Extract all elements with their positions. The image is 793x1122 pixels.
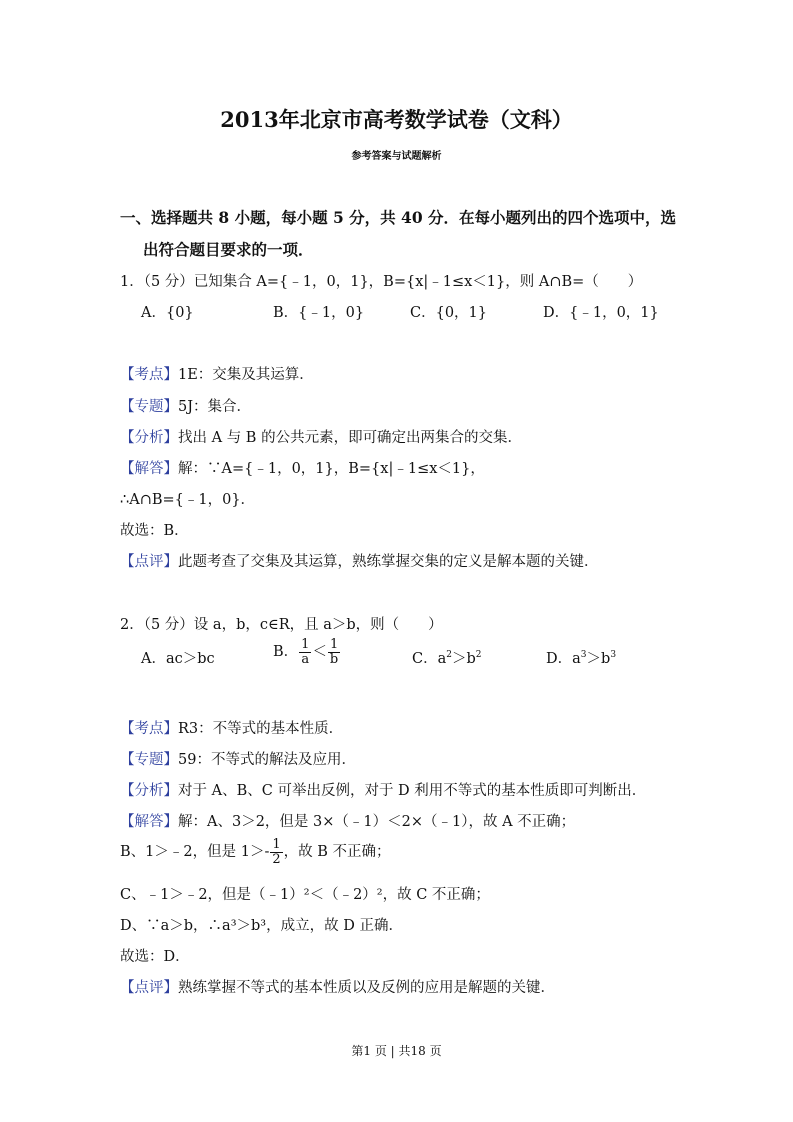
page-footer: 第1 页 | 共18 页	[351, 1044, 442, 1058]
jieda-tag: 【解答】	[120, 814, 178, 830]
q2-stem: 2．（5 分）设 a，b，c∈R，且 a＞b，则（ ）	[120, 617, 443, 633]
q1-kaodian: 【考点】1E：交集及其运算．	[120, 367, 314, 383]
kaodian-tag: 【考点】	[120, 367, 178, 383]
q2-kaodian: 【考点】R3：不等式的基本性质．	[120, 721, 344, 737]
q1-option-b: B．{﹣1，0}	[273, 305, 365, 321]
q2-answer: 故选：D．	[120, 949, 190, 965]
q2-zhuanti: 【专题】59：不等式的解法及应用．	[120, 752, 356, 768]
fraction-1-over-a: $\frac{1}{a}$	[301, 637, 310, 667]
jieda-tag: 【解答】	[120, 461, 178, 477]
q1-option-d: D．{﹣1，0，1}	[543, 305, 659, 321]
q2-fenxi: 【分析】对于 A、B、C 可举出反例，对于 D 利用不等式的基本性质即可判断出．	[120, 783, 647, 799]
zhuanti-tag: 【专题】	[120, 399, 178, 415]
q2-option-c: C．$a^2>b^2$	[412, 650, 482, 667]
q1-fenxi: 【分析】找出 A 与 B 的公共元素，即可确定出两集合的交集．	[120, 430, 523, 446]
q1-dianping: 【点评】此题考查了交集及其运算，熟练掌握交集的定义是解本题的关键．	[120, 554, 599, 570]
fraction-1-over-2: $\frac{1}{2}$	[272, 837, 281, 867]
doc-title: 2013年北京市高考数学试卷（文科）	[220, 107, 573, 132]
q2-solution-line-c: C、﹣1＞﹣2，但是（﹣1）²＜（﹣2）²，故 C 不正确；	[120, 887, 490, 903]
dianping-tag: 【点评】	[120, 554, 178, 570]
q2-dianping: 【点评】熟练掌握不等式的基本性质以及反例的应用是解题的关键．	[120, 980, 555, 996]
fenxi-tag: 【分析】	[120, 430, 178, 446]
q1-zhuanti: 【专题】5J：集合．	[120, 399, 252, 415]
q2-jieda: 【解答】解：A、3＞2，但是 3×（﹣1）＜2×（﹣1），故 A 不正确；	[120, 814, 576, 830]
q1-solution-line2: ∴A∩B={﹣1，0}．	[120, 492, 256, 508]
q2-solution-line-d: D、∵a＞b，∴a³＞b³，成立，故 D 正确．	[120, 918, 403, 934]
q2-option-a: A．ac＞bc	[141, 651, 215, 667]
fenxi-tag: 【分析】	[120, 783, 178, 799]
q1-jieda: 【解答】解：∵A={﹣1，0，1}，B={x|﹣1≤x＜1}，	[120, 461, 485, 477]
section-heading-line1: 一、选择题共 8 小题，每小题 5 分，共 40 分．在每小题列出的四个选项中，选	[120, 208, 677, 227]
q1-stem: 1．（5 分）已知集合 A={﹣1，0，1}，B={x|﹣1≤x＜1}，则 A∩B=（ ）	[120, 274, 643, 290]
q1-option-c: C．{0，1}	[410, 305, 487, 321]
fraction-1-over-b: $\frac{1}{b}$	[329, 637, 339, 667]
doc-subtitle: 参考答案与试题解析	[351, 151, 442, 162]
dianping-tag: 【点评】	[120, 980, 178, 996]
q2-solution-line-b: B、1＞﹣2，但是 1＞- $\frac{1}{2}$ ，故 B 不正确；	[120, 837, 391, 867]
section-heading-line2: 出符合题目要求的一项．	[143, 240, 314, 259]
q1-option-a: A．{0}	[141, 305, 194, 321]
zhuanti-tag: 【专题】	[120, 752, 178, 768]
kaodian-tag: 【考点】	[120, 721, 178, 737]
q2-option-d: D．$a^3>b^3$	[546, 650, 617, 667]
q1-answer: 故选：B．	[120, 523, 189, 539]
q2-option-b: B． $\frac{1}{a}$ ＜ $\frac{1}{b}$	[273, 637, 339, 667]
